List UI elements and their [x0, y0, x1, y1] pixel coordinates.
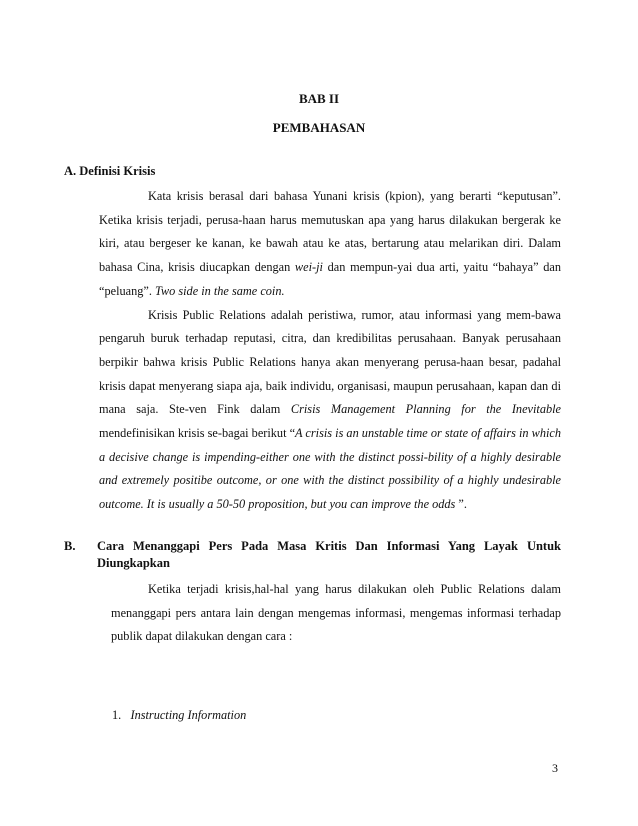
section-b-body	[111, 578, 561, 649]
section-b-heading-line-2: Diungkapkan	[97, 556, 170, 570]
section-b-heading-line-1: Cara Menanggapi Pers Pada Masa Kritis Dan Informasi Yang Layak Untuk	[97, 539, 561, 553]
italic-run: Two side in the same coin.	[155, 283, 285, 298]
list-item	[112, 708, 246, 723]
text-run: Kata krisis berasal dari bahasa Yunani krisis (kpion), yang berarti “keputusan”. Ketika krisis terjadi, perusa-haan harus memutuskan apa yang harus dilakukan bergerak ke kiri, atau bergeser ke kanan, ke bawah atau ke atas, bertarung atau melarikan diri. Dalam bahasa Cina, krisis diucapkan dengan	[99, 189, 561, 275]
section-b-paragraph-1: Ketika terjadi krisis,hal-hal yang harus dilakukan oleh Public Relations dalam menanggapi pers antara lain dengan mengemas informasi, mengemas informasi terhadap publik dapat dilakukan dengan cara :	[111, 582, 561, 644]
section-a-body	[99, 185, 561, 517]
section-a-heading: A. Definisi Krisis	[64, 164, 156, 178]
section-a-paragraph-2	[99, 304, 561, 517]
section-b-letter: B.	[64, 539, 76, 553]
text-run: ”.	[455, 497, 467, 512]
page-number: 3	[552, 761, 558, 775]
italic-run: wei-ji	[294, 260, 323, 275]
chapter-label: BAB II	[298, 91, 340, 106]
text-run: mendefinisikan krisis se-bagai berikut “	[99, 426, 296, 441]
italic-run: Crisis Management Planning for the Inevitable	[290, 402, 561, 417]
list-item-number: 1.	[112, 708, 122, 722]
page-title: PEMBAHASAN	[272, 120, 366, 135]
list-item-label: Instructing Information	[130, 708, 247, 722]
text-run: dan mempun-yai dua arti, yaitu “bahaya” dan “peluang”.	[99, 260, 561, 298]
text-run: Krisis Public Relations adalah peristiwa, rumor, atau informasi yang mem-bawa pengaruh buruk terhadap reputasi, citra, dan kredibilitas perusahaan. Banyak perusahaan berpikir bahwa krisis Public Relations hanya akan menyerang perusa-haan besar, padahal krisis dapat menyerang siapa aja, baik individu, organisasi, maupun perusahaan, kapan dan di mana saja. Ste-ven Fink dalam	[99, 307, 561, 417]
italic-run: A crisis is an unstable time or state of affairs in which a decisive change is impending-either one with the distinct possi-bility of a highly desirable and extremely positibe outcome, or one with the distinct possibility of a highly undesirable outcome. It is usually a 50-50 proposition, but you can improve the odds	[99, 426, 561, 512]
section-a-paragraph-1	[99, 185, 561, 304]
